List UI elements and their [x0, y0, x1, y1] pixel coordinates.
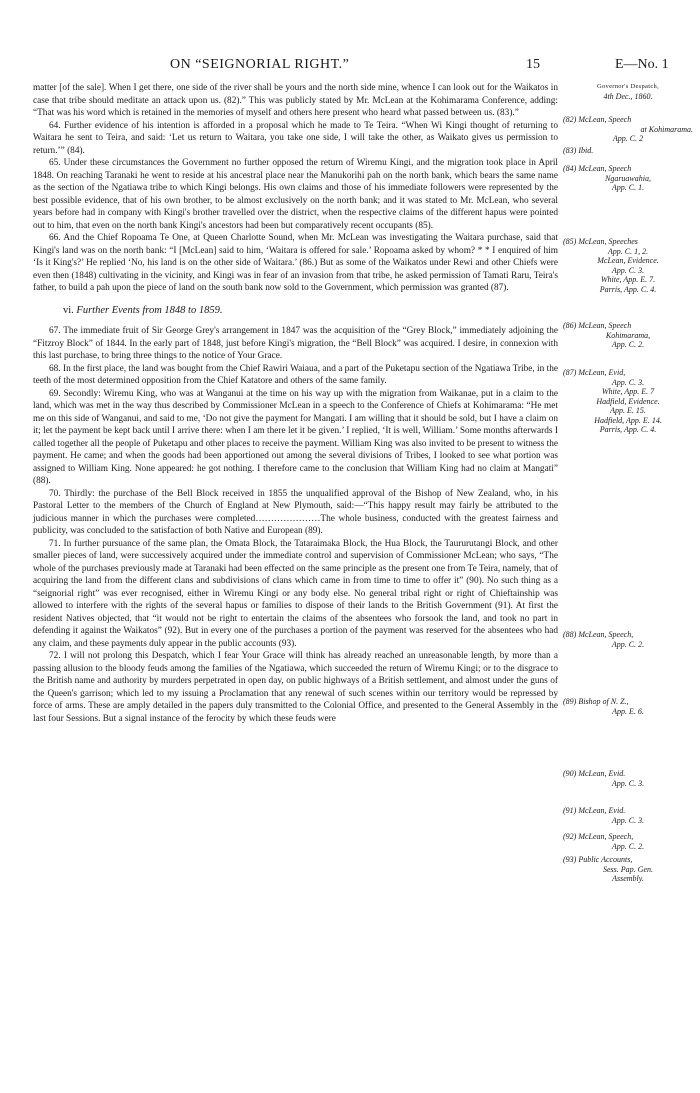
page-header [0, 57, 700, 75]
note-line: App. C. 3. [611, 815, 645, 825]
note-line: Parris, App. C. 4. [599, 425, 657, 434]
note-line: App. C. 1, 2. [607, 246, 649, 256]
note-line: Hadfield, App. E. 14. [594, 415, 662, 425]
section-number: vi. [63, 304, 74, 316]
margin-note-85 [563, 237, 693, 294]
margin-note-83 [563, 146, 693, 156]
note-line: (83) Ibid. [563, 146, 594, 155]
margin-note-91 [563, 806, 693, 825]
note-line: (86) McLean, Speech [563, 321, 632, 330]
note-line: App. C. 2. [611, 639, 645, 649]
paragraph-67: 67. The immediate fruit of Sir George Grey's arrangement in 1847 was the acquisition of the “Grey Block,” immediately adjoining the “Fitzroy Block” of 1844. In the early part of 1848, just before Kingi's migration, the “Bell Block” was acquired. I desire, in connexion with this last purchase, to bring three things to the notice of Your Grace. [33, 326, 558, 361]
margin-note-87 [563, 368, 693, 435]
paper-reference: E—No. 1 [615, 57, 669, 72]
margin-note-despatch [563, 82, 693, 101]
note-line: Kohimarama, [605, 330, 651, 340]
note-line: App. C. 2 [612, 134, 644, 143]
note-line: (89) Bishop of N. Z., [563, 697, 629, 706]
note-line: (82) McLean, Speech [563, 115, 632, 124]
margin-note-88 [563, 630, 693, 649]
note-line: App. C. 2. [611, 340, 645, 349]
note-line: (85) McLean, Speeches [563, 237, 638, 246]
margin-note-82 [563, 115, 693, 144]
paragraph-72: 72. I will not prolong this Despatch, which I fear Your Grace will think has already reached an unreasonable length, by more than a passing allusion to the bloody feuds among the families of the Ngatiawa, which succeeded the return of Wiremu Kingi; or to the disgrace to the British name and authority by murders perpetrated in open day, on public highways of a British settlement, and almost under the guns of the Queen's garrison; which led to my issuing a Proclamation that any renewal of such scenes within our territory would be repressed by force of arms. These are amply detailed in the papers duly transmitted to the Colonial Office, and presented to the General Assembly in the last four Sessions. But a signal instance of the ferocity by which these feuds were [33, 651, 558, 724]
note-line: App. C. 3. [611, 778, 645, 788]
margin-note-90 [563, 769, 693, 788]
note-line: App. C. 3. [611, 377, 645, 387]
paragraph-64: 64. Further evidence of his intention is afforded in a proposal which he made to Te Teira. “When Wi Kingi thought of returning to Waitara he sent to Teira, and said: ‘Let us return to Waitara, you take one side, I will take the other, as Waikato gives us permission to return.’” (84). [33, 120, 558, 156]
note-line: App. C. 3. [611, 265, 645, 275]
margin-note-84 [563, 164, 693, 193]
paragraph-68: 68. In the first place, the land was bought from the Chief Rawiri Waiaua, and a part of the Puketapu section of the Ngatiawa Tribe, in the teeth of the most determined opposition from the Chief Katatore and others of the same family. [33, 363, 558, 386]
note-line: (92) McLean, Speech, [563, 832, 634, 841]
paragraph-63-cont: matter [of the sale]. When I get there, one side of the river shall be yours and the north side mine, whence I can look out for the Waikatos in case that tribe should meditate an attack upon us. (82).” This was publicly stated by Mr. McLean at the Kohimarama Conference, adding: “That was his word which is retained in the memories of myself and others here present who heard what passed between us. (83).” [33, 83, 558, 118]
margin-note-92 [563, 832, 693, 851]
paragraph-70: 70. Thirdly: the purchase of the Bell Block received in 1855 the unqualified approval of the Bishop of New Zealand, who, in his Pastoral Letter to the members of the Church of England at New Plymouth, said:—“This happy result may fairly be attributed to the judicious manner in which the purchases were completed…………………The whole business, conducted with the greatest fairness and publicity, was concluded to the satisfaction of both Native and European (89). [33, 488, 558, 536]
despatch-label: Governor's Despatch, [596, 83, 660, 90]
note-line: (90) McLean, Evid. [563, 769, 626, 778]
note-line: App. E. 6. [612, 706, 644, 716]
section-heading [63, 305, 558, 318]
note-line: White, App. E. 7 [601, 387, 655, 396]
page-number: 15 [526, 57, 540, 72]
main-text [33, 82, 558, 725]
paragraph-71: 71. In further pursuance of the same plan, the Omata Block, the Tataraimaka Block, the Hua Block, the Taururutangi Block, and other smaller pieces of land, were successively acquired under the immediate control and supervision of Commissioner McLean; who says, “The whole of the purchases previously made at Taranaki had been effected on the same principle as the present one from Te Teira, namely, that of acquiring the land from the different clans and subdivisions of clans which came in from time to time to offer it” (90). No such thing as a “seignorial right” was ever recognised, either in Wiremu Kingi or any body else. No general tribal right or right of Chieftainship was allowed to interfere with the rights of the several hapus or families to dispose of their lands to the British Government (91). At first the resident Natives objected, that “it would not be right to entertain the claims of the absentees who forsook the land, and took no part in defending it against the Waikatos” (92). But in every one of the purchases a portion of the payment was reserved for the absentees who had any claim, and these payments duly appear in the public accounts (93). [33, 538, 558, 649]
note-line: (88) McLean, Speech, [563, 630, 634, 639]
paragraph-65: 65. Under these circumstances the Government no further opposed the return of Wiremu Kingi, and the migration took place in April 1848. On reaching Taranaki he went to reside at his ancestral place near the Manukorihi pah on the north bank, which bears the same name as the section of the Ngatiawa tribe to which Kingi belongs. His own claims and those of his immediate followers were represented by the best possible evidence, that of his own brother, to be almost exclusively on the north bank; and it was stated to Mr. McLean, who several years before had in company with Kingi's brother travelled over the district, when the respective claims of the different hapus were pointed out to him, that even on the north bank Kingi's ancestors had been but comparatively recent occupants (85). [33, 158, 558, 231]
margin-note-86 [563, 321, 693, 350]
paragraph-69: 69. Secondly: Wiremu King, who was at Wanganui at the time on his way up with the migration from Waikanae, put in a claim to the land, which was met in the way thus described by Commissioner McLean in a speech to the Conference of Chiefs at Kohimarama: “He met me on this side of Wanganui, and said to me, ‘Do not give the payment for Mangati. I am willing that it should be sold, but I have a claim on it; let the payment be kept back until I arrive there: when I am there let it be given.’ I replied, ‘It is well, William.’ Some months afterwards I called together all the people of Puketapu and other places to receive the payment. William King was also invited to be present to witness the payment. He came; and when the goods had been apportioned out among the several divisions of Tribes, I looked to see what portion was assigned to William King. None appeared: he got nothing. I therefore came to the conclusion that William King had no claim at Mangati” (88). [33, 388, 558, 486]
note-line: Sess. Pap. Gen. [603, 864, 653, 874]
margin-note-89 [563, 697, 693, 716]
note-line: App. C. 2. [611, 841, 645, 851]
note-line: App. E. 15. [610, 406, 646, 415]
running-title: ON “SEIGNORIAL RIGHT.” [170, 57, 350, 72]
note-line: at Kohimarama. [640, 124, 693, 134]
margin-note-93 [563, 855, 693, 884]
note-line: Parris, App. C. 4. [599, 284, 657, 294]
note-line: White, App. E. 7. [600, 275, 656, 284]
section-title: Further Events from 1848 to 1859. [76, 304, 223, 316]
note-line: (93) Public Accounts, [563, 855, 633, 864]
note-line: App. C. 1. [611, 183, 645, 192]
note-line: Assembly. [612, 874, 644, 883]
paragraph-66: 66. And the Chief Ropoama Te One, at Queen Charlotte Sound, when Mr. McLean was investigating the Waitara purchase, said that Kingi's land was on the north bank: “I [McLean] said to him, ‘Waitara is offered for sale.’ Ropoama asked by whom? * * I enquired of him ‘Is it King's?’ He replied ‘No, his land is on the other side of Waitara.’ (86.) But as some of the Waikatos under Rewi and other Chiefs were even then (1848) cultivating in the vicinity, and Kingi was in fear of an invasion from that tribe, he asked permission of Tamati Raru, Teira's father, to build a pah upon the piece of land on the south bank now sold to the Government, which permission was granted (87). [33, 233, 558, 293]
note-line: (87) McLean, Evid, [563, 368, 626, 377]
note-line: McLean, Evidence. [597, 256, 659, 265]
note-line: Ngaruawahia, [604, 173, 651, 183]
note-line: (91) McLean, Evid. [563, 806, 626, 815]
note-line: Hadfield, Evidence. [596, 396, 660, 406]
despatch-date: 4th Dec., 1860. [603, 91, 653, 101]
note-line: (84) McLean, Speech [563, 164, 632, 173]
